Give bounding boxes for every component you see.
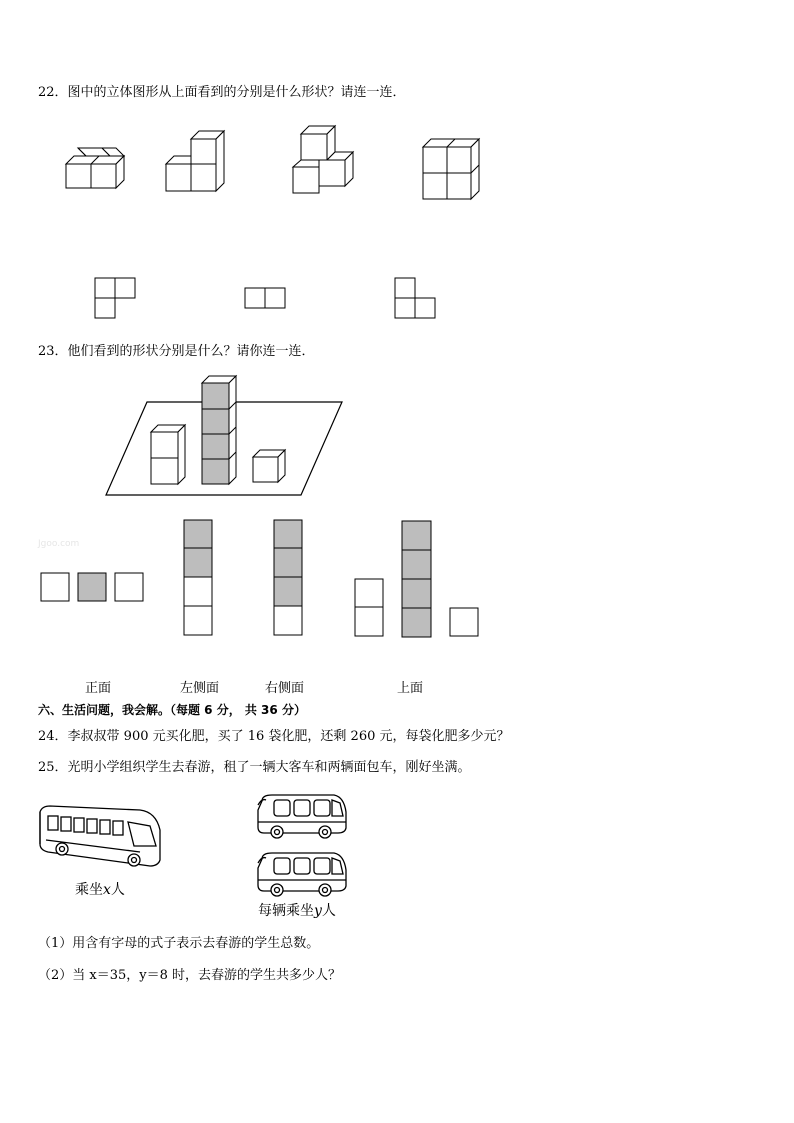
q22-text: 22．图中的立体图形从上面看到的分别是什么形状？请连一连． — [38, 85, 406, 100]
van-caption: 每辆乘坐y人 — [258, 903, 336, 919]
q24-text: 24．李叔叔带 900 元买化肥，买了 16 袋化肥，还剩 260 元，每袋化肥多少元？ — [38, 729, 510, 744]
view-label-top: 上面 — [397, 681, 424, 696]
q25-text: 25．光明小学组织学生去春游，租了一辆大客车和两辆面包车，刚好坐满。 — [38, 760, 471, 775]
bus-icon — [40, 806, 160, 866]
section-6-heading: 六、生活问题，我会解。（每题 6 分， 共 36 分） — [38, 703, 306, 717]
q25-sub2: （2）当 x＝35，y＝8 时，去春游的学生共多少人？ — [38, 968, 342, 983]
view-label-left: 左侧面 — [180, 681, 220, 696]
q25-sub1: （1）用含有字母的式子表示去春游的学生总数。 — [38, 936, 320, 951]
view-label-right: 右侧面 — [265, 681, 305, 696]
view-label-front: 正面 — [85, 681, 112, 696]
van-icon-1 — [258, 795, 346, 838]
van-icon-2 — [258, 853, 346, 896]
bus-caption: 乘坐x人 — [75, 882, 125, 898]
watermark: Jgoo.com — [38, 539, 80, 549]
q23-text: 23．他们看到的形状分别是什么？请你连一连． — [38, 344, 315, 359]
